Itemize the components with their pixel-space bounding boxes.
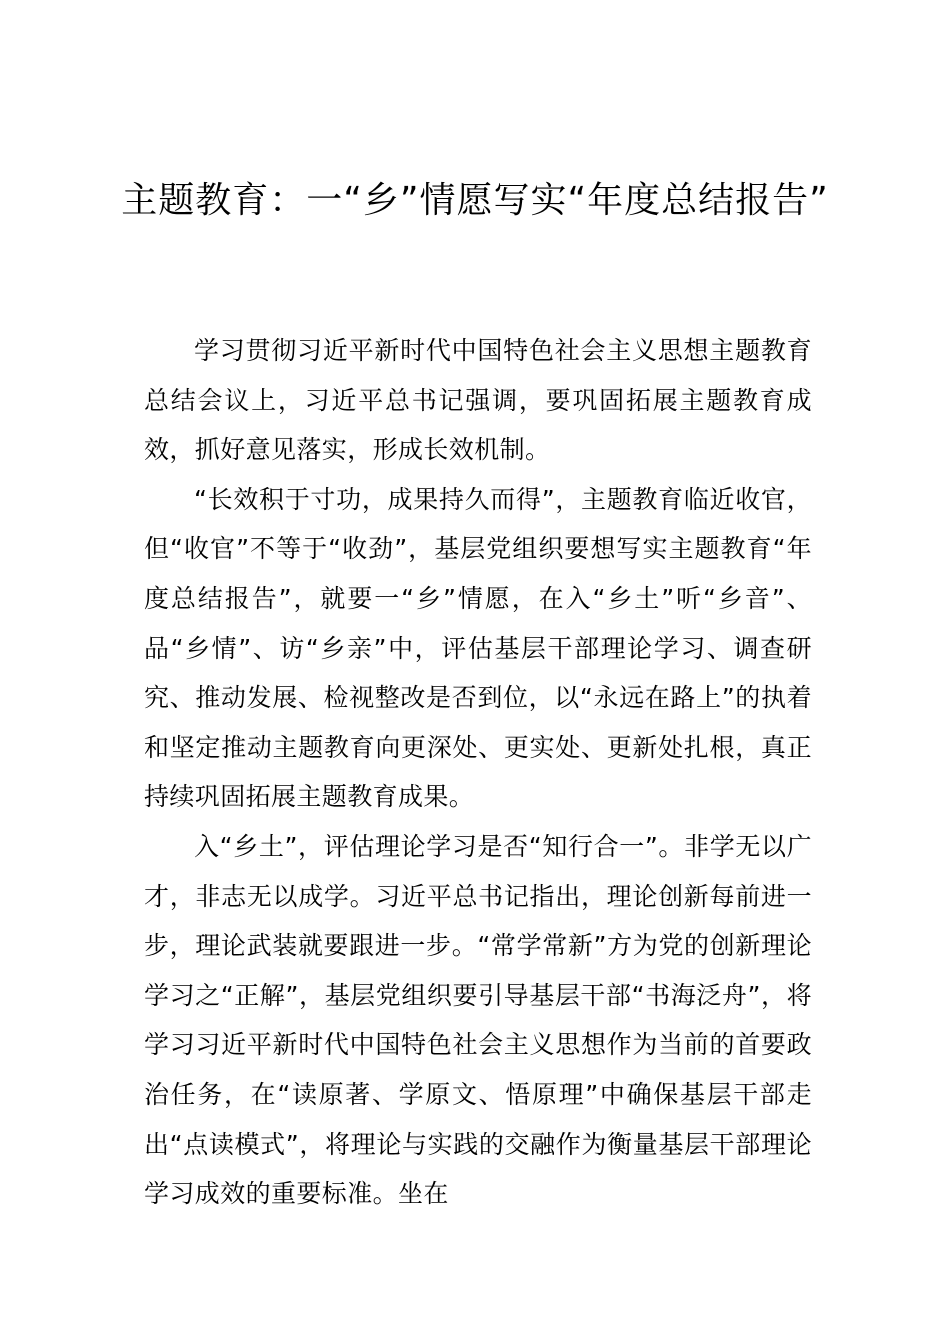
paragraph-intro: 学习贯彻习近平新时代中国特色社会主义思想主题教育总结会议上，习近平总书记强调，要巩固拓展主题教育成效，抓好意见落实，形成长效机制。 <box>144 336 812 465</box>
document-title: 主题教育：一“乡”情愿写实“年度总结报告” <box>121 180 829 221</box>
paragraph-long-term-mechanism: “长效积于寸功，成果持久而得”，主题教育临近收官，但“收官”不等于“收劲”，基层党组织要想写实主题教育“年度总结报告”，就要一“乡”情愿，在入“乡土”听“乡音”、品“乡情”、访“乡亲”中，评估基层干部理论学习、调查研究、推动发展、检视整改是否到位，以“永远在路上”的执着和坚定推动主题教育向更深处、更实处、更新处扎根，真正持续巩固拓展主题教育成果。 <box>144 484 812 812</box>
document-body <box>144 326 812 1219</box>
paragraph-theory-study: 入“乡土”，评估理论学习是否“知行合一”。非学无以广才，非志无以成学。习近平总书记指出，理论创新每前进一步，理论武装就要跟进一步。“常学常新”方为党的创新理论学习之“正解”，基层党组织要引导基层干部“书海泛舟”，将学习习近平新时代中国特色社会主义思想作为当前的首要政治任务，在“读原著、学原文、悟原理”中确保基层干部走出“点读模式”，将理论与实践的交融作为衡量基层干部理论学习成效的重要标准。坐在 <box>144 831 812 1209</box>
